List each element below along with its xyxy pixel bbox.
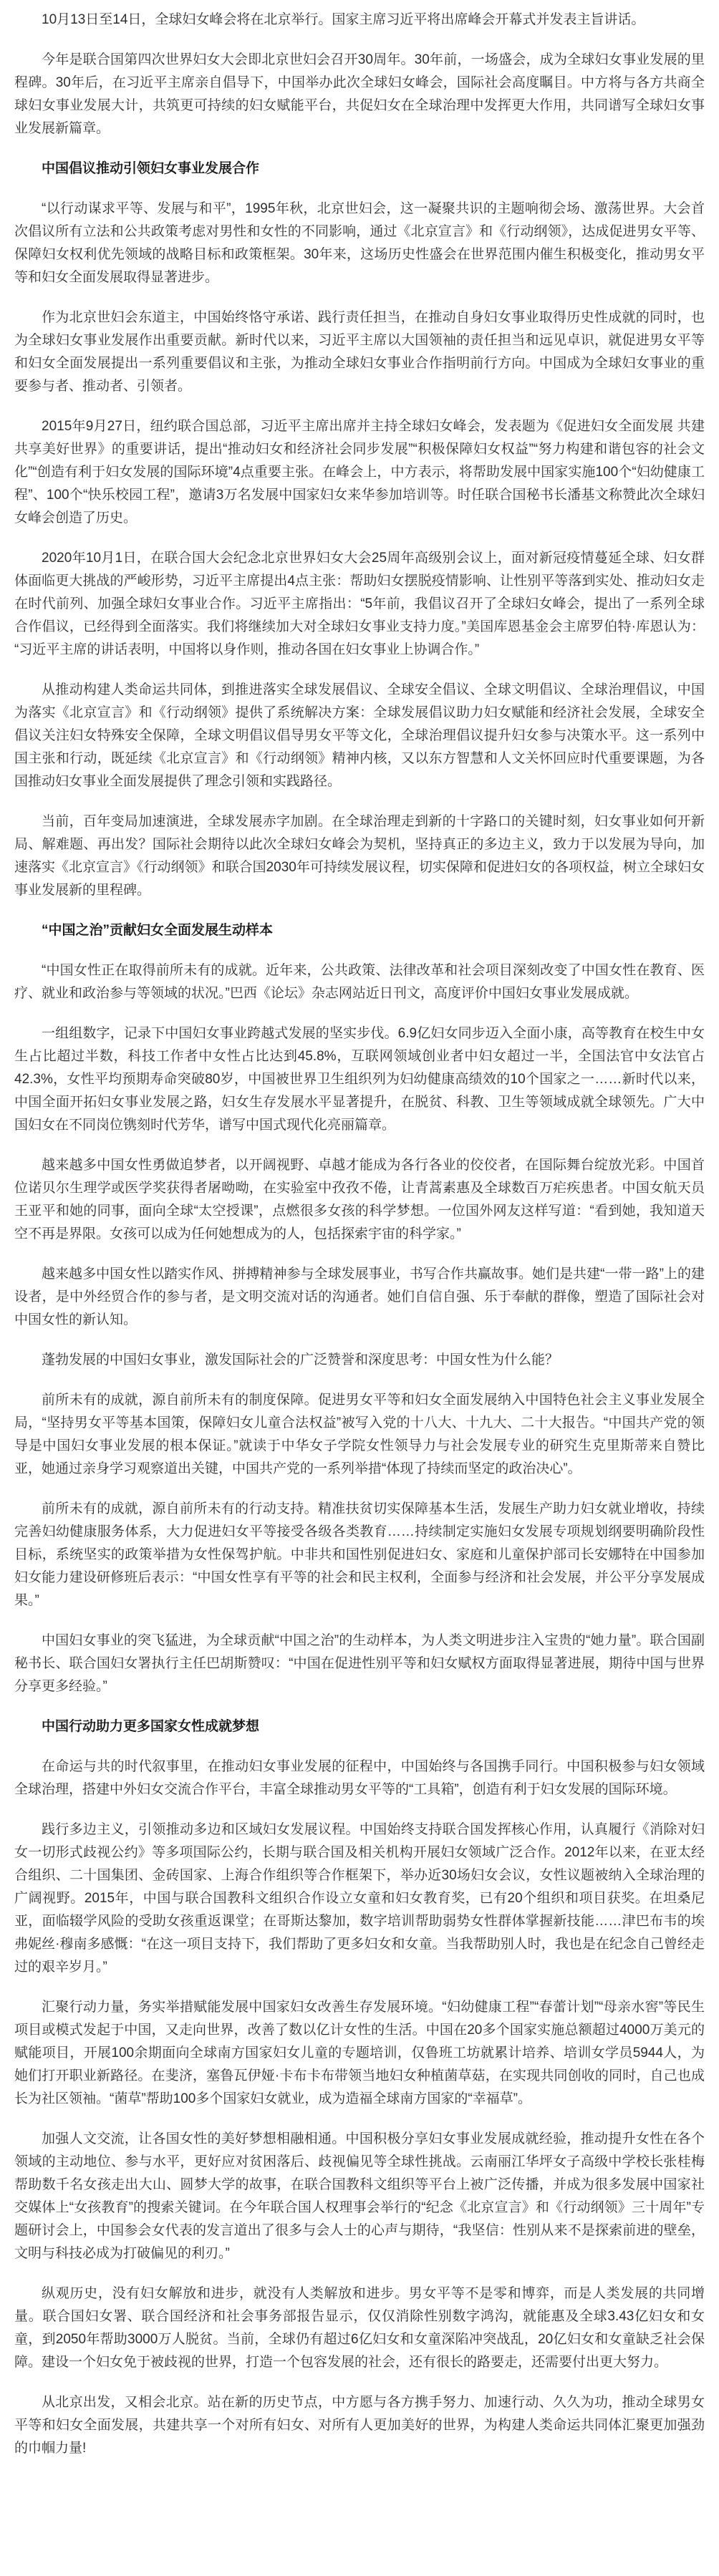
section-heading: “中国之治”贡献妇女全面发展生动样本	[42, 923, 274, 938]
paragraph: 2015年9月27日，纽约联合国总部，习近平主席出席并主持全球妇女峰会，发表题为《促进妇女全面发展 共建共享美好世界》的重要讲话，提出“推动妇女和经济社会同步发展”“积极保障妇女权益”“努力构建和谐包容的社会文化”“创造有利于妇女发展的国际环境”4点重要主张。在峰会上，中方表示，将帮助发展中国家实施100个“妇幼健康工程”、100个“快乐校园工程”，邀请3万名发展中国家妇女来华参加培训等。时任联合国秘书长潘基文称赞此次全球妇女峰会创造了历史。	[14, 419, 705, 526]
paragraph: 中国妇女事业的突飞猛进，为全球贡献“中国之治”的生动样本，为人类文明进步注入宝贵的“她力量”。联合国副秘书长、联合国妇女署执行主任巴胡斯赞叹：“中国在促进性别平等和妇女赋权方面取得显著进展，期待中国与世界分享更多经验。”	[14, 1633, 705, 1694]
paragraph: 汇聚行动力量，务实举措赋能发展中国家妇女改善生存发展环境。“妇幼健康工程”“春蕾计划”“母亲水窖”等民生项目或模式发起于中国，又走向世界，改善了数以亿计女性的生活。中国在20多个国家实施总额超过4000万美元的赋能项目，开展100余期面向全球南方国家妇女儿童的专题培训，仅鲁班工坊就累计培养、培训女学员5944人，为她们打开职业新路径。在斐济，塞鲁瓦伊娅·卡布卡布带领当地妇女种植菌草菇，在实现共同创收的同时，自己也成长为社区领袖。“菌草”帮助100多个国家妇女就业，成为造福全球南方国家的“幸福草”。	[14, 2000, 705, 2106]
paragraph: 今年是联合国第四次世界妇女大会即北京世妇会召开30周年。30年前，一场盛会，成为全球妇女事业发展的里程碑。30年后，在习近平主席亲自倡导下，中国举办此次全球妇女峰会，国际社会高度瞩目。中方将与各方共商全球妇女事业发展大计，共筑更可持续的妇女赋能平台，共促妇女在全球治理中发挥更大作用，共同谱写全球妇女事业发展新篇章。	[14, 52, 705, 136]
paragraph: 前所未有的成就，源自前所未有的行动支持。精准扶贫切实保障基本生活，发展生产助力妇女就业增收，持续完善妇幼健康服务体系，大力促进妇女平等接受各级各类教育……持续制定实施妇女发展专项规划纲要明确阶段性目标，系统坚实的政策举措为女性保驾护航。中非共和国性别促进妇女、家庭和儿童保护部司长安娜特在中国参加妇女能力建设研修班后表示：“中国女性享有平等的社会和民主权利，全面参与经济和社会发展，并公平分享发展成果。”	[14, 1501, 705, 1608]
paragraph: 蓬勃发展的中国妇女事业，激发国际社会的广泛赞誉和深度思考：中国女性为什么能？	[42, 1352, 559, 1367]
paragraph: 从推动构建人类命运共同体，到推进落实全球发展倡议、全球安全倡议、全球文明倡议、全球治理倡议，中国为落实《北京宣言》和《行动纲领》提供了系统解决方案：全球发展倡议助力妇女赋能和经济社会发展，全球安全倡议关注妇女特殊安全保障，全球文明倡议倡导男女平等文化，全球治理倡议提升妇女参与决策水平。这一系列中国主张和行动，既延续《北京宣言》和《行动纲领》精神内核，又以东方智慧和人文关怀回应时代重要课题，为各国推动妇女事业全面发展提供了理念引领和实践路径。	[14, 682, 705, 789]
paragraph: 作为北京世妇会东道主，中国始终恪守承诺、践行责任担当，在推动自身妇女事业取得历史性成就的同时，也为全球妇女事业发展作出重要贡献。新时代以来，习近平主席以大国领袖的责任担当和远见卓识，就促进男女平等和妇女全面发展提出一系列重要倡议和主张，为推动全球妇女事业合作指明前行方向。中国成为全球妇女事业的重要参与者、推动者、引领者。	[14, 310, 705, 394]
paragraph: “中国女性正在取得前所未有的成就。近年来，公共政策、法律改革和社会项目深刻改变了中国女性在教育、医疗、就业和政治参与等领域的状况。”巴西《论坛》杂志网站近日刊文，高度评价中国妇女事业发展成就。	[14, 963, 705, 1001]
paragraph: 越来越多中国女性勇做追梦者，以开阔视野、卓越才能成为各行各业的佼佼者，在国际舞台绽放光彩。中国首位诺贝尔生理学或医学奖获得者屠呦呦，在实验室中孜孜不倦，让青蒿素惠及全球数百万疟疾患者。中国女航天员王亚平和她的同事，面向全球“太空授课”，点燃很多女孩的科学梦想。一位国外网友这样写道：“看到她，我知道天空不再是界限。女孩可以成为任何她想成为的人，包括探索宇宙的科学家。”	[14, 1158, 705, 1241]
paragraph: 2020年10月1日，在联合国大会纪念北京世界妇女大会25周年高级别会议上，面对新冠疫情蔓延全球、妇女群体面临更大挑战的严峻形势，习近平主席提出4点主张：帮助妇女摆脱疫情影响、让性别平等落到实处、推动妇女走在时代前列、加强全球妇女事业合作。习近平主席指出：“5年前，我倡议召开了全球妇女峰会，提出了一系列全球合作倡议，已经得到全面落实。我们将继续加大对全球妇女事业支持力度。”美国库恩基金会主席罗伯特·库恩认为：“习近平主席的讲话表明，中国将以身作则，推动各国在妇女事业上协调合作。”	[14, 551, 705, 657]
section-heading: 中国行动助力更多国家女性成就梦想	[42, 1719, 260, 1734]
paragraph: 从北京出发，又相会北京。站在新的历史节点，中方愿与各方携手努力、加速行动、久久为功，推动全球男女平等和妇女全面发展，共建共享一个对所有妇女、对所有人更加美好的世界，为构建人类命运共同体汇聚更加强劲的巾帼力量!	[14, 2395, 705, 2456]
section-heading: 中国倡议推动引领妇女事业发展合作	[42, 161, 260, 176]
paragraph: 10月13日至14日，全球妇女峰会将在北京举行。国家主席习近平将出席峰会开幕式并发表主旨讲话。	[42, 12, 645, 27]
paragraph: 越来越多中国女性以踏实作风、拼搏精神参与全球发展事业，书写合作共赢故事。她们是共建“一带一路”上的建设者，是中外经贸合作的参与者，是文明交流对话的沟通者。她们自信自强、乐于奉献的群像，塑造了国际社会对中国女性的新认知。	[14, 1267, 705, 1327]
paragraph: 践行多边主义，引领推动多边和区域妇女发展议程。中国始终支持联合国发挥核心作用，认真履行《消除对妇女一切形式歧视公约》等多项国际公约，长期与联合国及相关机构开展妇女领域广泛合作。2012年以来，在亚太经合组织、二十国集团、金砖国家、上海合作组织等合作框架下，举办近30场妇女会议，女性议题被纳入全球治理的广阔视野。2015年，中国与联合国教科文组织合作设立女童和妇女教育奖，已有20个组织和项目获奖。在坦桑尼亚，面临辍学风险的受助女孩重返课堂；在哥斯达黎加，数字培训帮助弱势女性群体掌握新技能……津巴布韦的埃弗妮丝·穆南多感慨：“在这一项目支持下，我们帮助了更多妇女和女童。当我帮助别人时，我也是在纪念自己曾经走过的艰辛岁月。”	[14, 1822, 705, 1975]
paragraph: 加强人文交流，让各国女性的美好梦想相融相通。中国积极分享妇女事业发展成就经验，推动提升女性在各个领域的主动地位、参与水平，更好应对贫困落后、歧视偏见等全球性挑战。云南丽江华坪女子高级中学校长张桂梅帮助数千名女孩走出大山、圆梦大学的故事，在联合国教科文组织等平台上被广泛传播，并成为很多发展中国家社交媒体上“女孩教育”的搜索关键词。在今年联合国人权理事会举行的“纪念《北京宣言》和《行动纲领》三十周年”专题研讨会上，中国参会女代表的发言道出了很多与会人士的心声与期待，“我坚信：性别从来不是探索前进的壁垒，文明与科技必成为打破偏见的利刃。”	[14, 2131, 705, 2261]
paragraph: 在命运与共的时代叙事里，在推动妇女事业发展的征程中，中国始终与各国携手同行。中国积极参与妇女领域全球治理，搭建中外妇女交流合作平台，丰富全球推动男女平等的“工具箱”，创造有利于妇女发展的国际环境。	[14, 1759, 705, 1797]
paragraph: 前所未有的成就，源自前所未有的制度保障。促进男女平等和妇女全面发展纳入中国特色社会主义事业发展全局，“坚持男女平等基本国策，保障妇女儿童合法权益”被写入党的十八大、十九大、二十大报告。“中国共产党的领导是中国妇女事业发展的根本保证。”就读于中华女子学院女性领导力与社会发展专业的研究生克里斯蒂来自赞比亚，她通过亲身学习观察道出关键，中国共产党的一系列举措“体现了持续而坚定的政治决心”。	[14, 1393, 705, 1476]
paragraph: 纵观历史，没有妇女解放和进步，就没有人类解放和进步。男女平等不是零和博弈，而是人类发展的共同增量。联合国妇女署、联合国经济和社会事务部报告显示，仅仅消除性别数字鸿沟，就能惠及全球3.43亿妇女和女童，到2050年帮助3000万人脱贫。当前，全球仍有超过6亿妇女和女童深陷冲突战乱，20亿妇女和女童缺乏社会保障。建设一个妇女免于被歧视的世界，打造一个包容发展的社会，还有很长的路要走，还需要付出更大努力。	[14, 2286, 705, 2370]
paragraph: 一组组数字，记录下中国妇女事业跨越式发展的坚实步伐。6.9亿妇女同步迈入全面小康，高等教育在校生中女生占比超过半数，科技工作者中女性占比达到45.8%，互联网领域创业者中妇女超过一半，全国法官中女法官占42.3%，女性平均预期寿命突破80岁，中国被世界卫生组织列为妇幼健康高绩效的10个国家之一……新时代以来，中国全面开拓妇女事业发展之路，妇女生存发展水平显著提升，在脱贫、科教、卫生等领域成就全球领先。广大中国妇女在不同岗位镌刻时代芳华，谱写中国式现代化亮丽篇章。	[14, 1026, 705, 1133]
paragraph: 当前，百年变局加速演进，全球发展赤字加剧。在全球治理走到新的十字路口的关键时刻，妇女事业如何开新局、解难题、再出发？国际社会期待以此次全球妇女峰会为契机，坚持真正的多边主义，致力于以发展为导向，加速落实《北京宣言》《行动纲领》和联合国2030年可持续发展议程，切实保障和促进妇女的各项权益，树立全球妇女事业发展新的里程碑。	[14, 814, 705, 898]
paragraph: “以行动谋求平等、发展与和平”，1995年秋，北京世妇会，这一凝聚共识的主题响彻会场、激荡世界。大会首次倡议所有立法和公共政策考虑对男性和女性的不同影响，通过《北京宣言》和《行动纲领》，达成促进男女平等、保障妇女权利优先领域的战略目标和政策框架。30年来，这场历史性盛会在世界范围内催生积极变化，推动男女平等和妇女全面发展取得显著进步。	[14, 201, 705, 285]
